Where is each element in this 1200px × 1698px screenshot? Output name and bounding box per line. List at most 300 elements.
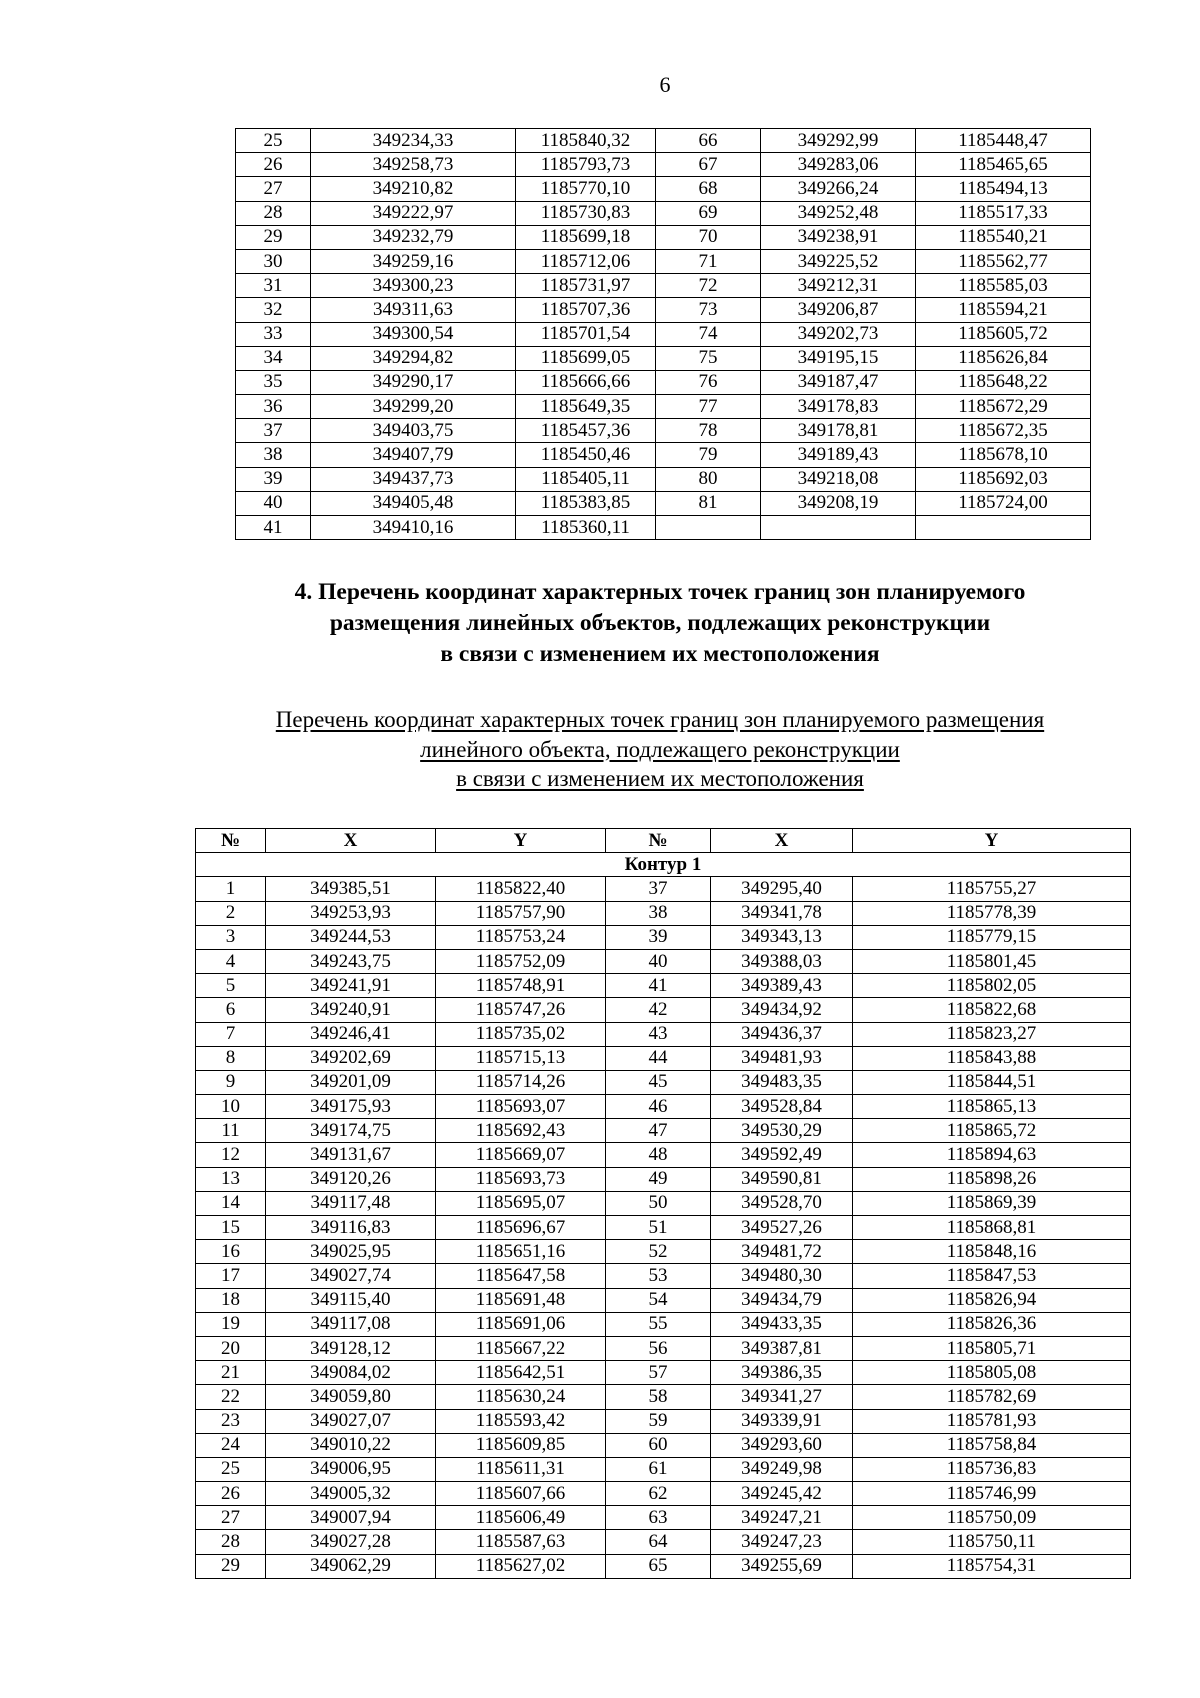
coord-x-cell: 349208,19 [761, 491, 916, 515]
table-row [236, 346, 1091, 370]
coord-y-cell: 1185672,35 [916, 419, 1091, 443]
point-number-cell: 71 [656, 249, 761, 273]
coord-x-cell: 349116,83 [266, 1216, 436, 1240]
coord-x-cell: 349202,73 [761, 322, 916, 346]
coord-x-cell: 349434,92 [711, 998, 853, 1022]
point-number-cell: 15 [196, 1216, 266, 1240]
sub-heading-line: в связи с изменением их местоположения [456, 766, 864, 791]
coord-y-cell: 1185630,24 [436, 1385, 606, 1409]
coord-x-cell: 349174,75 [266, 1119, 436, 1143]
coord-x-cell: 349117,48 [266, 1191, 436, 1215]
coord-x-cell: 349178,81 [761, 419, 916, 443]
point-number-cell: 81 [656, 491, 761, 515]
coord-y-cell: 1185758,84 [853, 1433, 1131, 1457]
table-row [236, 177, 1091, 201]
point-number-cell: 37 [236, 419, 311, 443]
point-number-cell: 69 [656, 201, 761, 225]
coord-y-cell: 1185383,85 [516, 491, 656, 515]
table-row [196, 1530, 1131, 1554]
coord-y-cell: 1185823,27 [853, 1022, 1131, 1046]
coord-x-cell: 349178,83 [761, 395, 916, 419]
coord-y-cell: 1185699,05 [516, 346, 656, 370]
coord-x-cell: 349210,82 [311, 177, 516, 201]
coord-x-cell: 349530,29 [711, 1119, 853, 1143]
table-row [196, 1046, 1131, 1070]
point-number-cell [656, 516, 761, 540]
table-row [196, 1143, 1131, 1167]
coord-y-cell: 1185868,81 [853, 1216, 1131, 1240]
coord-y-cell: 1185606,49 [436, 1506, 606, 1530]
coord-x-cell: 349388,03 [711, 949, 853, 973]
point-number-cell: 40 [606, 949, 711, 973]
coord-x-cell: 349115,40 [266, 1288, 436, 1312]
point-number-cell: 37 [606, 877, 711, 901]
sub-heading [150, 705, 1170, 794]
page-number: 6 [659, 72, 671, 97]
coord-x-cell: 349059,80 [266, 1385, 436, 1409]
point-number-cell: 33 [236, 322, 311, 346]
coord-x-cell: 349084,02 [266, 1361, 436, 1385]
coord-y-cell: 1185585,03 [916, 274, 1091, 298]
coord-y-cell: 1185448,47 [916, 129, 1091, 153]
header-x: X [711, 829, 853, 853]
coord-y-cell: 1185701,54 [516, 322, 656, 346]
coord-x-cell: 349232,79 [311, 225, 516, 249]
contour-label: Контур 1 [196, 853, 1131, 877]
point-number-cell: 14 [196, 1191, 266, 1215]
coord-x-cell: 349175,93 [266, 1095, 436, 1119]
point-number-cell: 29 [196, 1554, 266, 1578]
table-row [196, 1191, 1131, 1215]
point-number-cell: 23 [196, 1409, 266, 1433]
point-number-cell: 63 [606, 1506, 711, 1530]
point-number-cell: 43 [606, 1022, 711, 1046]
coord-x-cell: 349218,08 [761, 467, 916, 491]
header-number: № [196, 829, 266, 853]
sub-heading-line: Перечень координат характерных точек границ зон планируемого размещения [275, 707, 1045, 732]
table-row [196, 901, 1131, 925]
coord-x-cell: 349027,07 [266, 1409, 436, 1433]
point-number-cell: 45 [606, 1070, 711, 1094]
point-number-cell: 50 [606, 1191, 711, 1215]
point-number-cell: 24 [196, 1433, 266, 1457]
coord-x-cell [761, 516, 916, 540]
coord-x-cell: 349385,51 [266, 877, 436, 901]
coord-y-cell: 1185693,07 [436, 1095, 606, 1119]
coord-y-cell: 1185826,36 [853, 1312, 1131, 1336]
coord-x-cell: 349222,97 [311, 201, 516, 225]
table-row [236, 298, 1091, 322]
coord-y-cell: 1185898,26 [853, 1167, 1131, 1191]
table-row [196, 1506, 1131, 1530]
coord-y-cell: 1185647,58 [436, 1264, 606, 1288]
coord-y-cell: 1185651,16 [436, 1240, 606, 1264]
coord-y-cell: 1185714,26 [436, 1070, 606, 1094]
table-row [196, 1554, 1131, 1578]
point-number-cell: 58 [606, 1385, 711, 1409]
coord-y-cell: 1185707,36 [516, 298, 656, 322]
coord-y-cell: 1185691,06 [436, 1312, 606, 1336]
coord-x-cell: 349294,82 [311, 346, 516, 370]
point-number-cell: 44 [606, 1046, 711, 1070]
point-number-cell: 41 [236, 516, 311, 540]
table-row [196, 1409, 1131, 1433]
table-row [236, 467, 1091, 491]
coord-y-cell: 1185754,31 [853, 1554, 1131, 1578]
coord-x-cell: 349295,40 [711, 877, 853, 901]
point-number-cell: 65 [606, 1554, 711, 1578]
coord-y-cell: 1185779,15 [853, 925, 1131, 949]
table-row [236, 153, 1091, 177]
coord-x-cell: 349005,32 [266, 1482, 436, 1506]
point-number-cell: 2 [196, 901, 266, 925]
coord-y-cell: 1185735,02 [436, 1022, 606, 1046]
coord-y-cell: 1185712,06 [516, 249, 656, 273]
coord-x-cell: 349300,23 [311, 274, 516, 298]
point-number-cell: 54 [606, 1288, 711, 1312]
coord-y-cell: 1185562,77 [916, 249, 1091, 273]
point-number-cell: 4 [196, 949, 266, 973]
table-row [196, 949, 1131, 973]
point-number-cell: 11 [196, 1119, 266, 1143]
coord-x-cell: 349238,91 [761, 225, 916, 249]
point-number-cell: 38 [606, 901, 711, 925]
table-row [196, 998, 1131, 1022]
coord-y-cell: 1185517,33 [916, 201, 1091, 225]
header-number: № [606, 829, 711, 853]
coord-x-cell: 349292,99 [761, 129, 916, 153]
table-row [196, 1482, 1131, 1506]
coord-x-cell: 349481,72 [711, 1240, 853, 1264]
coord-x-cell: 349062,29 [266, 1554, 436, 1578]
point-number-cell: 52 [606, 1240, 711, 1264]
coord-x-cell: 349410,16 [311, 516, 516, 540]
coord-x-cell: 349403,75 [311, 419, 516, 443]
point-number-cell: 5 [196, 974, 266, 998]
point-number-cell: 39 [606, 925, 711, 949]
point-number-cell: 17 [196, 1264, 266, 1288]
table-row [196, 1070, 1131, 1094]
coord-y-cell: 1185405,11 [516, 467, 656, 491]
point-number-cell: 56 [606, 1336, 711, 1360]
table-row [196, 974, 1131, 998]
coord-x-cell: 349528,84 [711, 1095, 853, 1119]
point-number-cell: 22 [196, 1385, 266, 1409]
coord-x-cell: 349128,12 [266, 1336, 436, 1360]
point-number-cell: 64 [606, 1530, 711, 1554]
coord-y-cell: 1185865,72 [853, 1119, 1131, 1143]
coord-x-cell: 349010,22 [266, 1433, 436, 1457]
coord-x-cell: 349480,30 [711, 1264, 853, 1288]
coord-y-cell: 1185757,90 [436, 901, 606, 925]
table-row [196, 1119, 1131, 1143]
point-number-cell: 57 [606, 1361, 711, 1385]
point-number-cell: 68 [656, 177, 761, 201]
coord-y-cell: 1185605,72 [916, 322, 1091, 346]
coord-x-cell: 349339,91 [711, 1409, 853, 1433]
point-number-cell: 21 [196, 1361, 266, 1385]
coord-x-cell: 349117,08 [266, 1312, 436, 1336]
coord-x-cell: 349283,06 [761, 153, 916, 177]
coord-y-cell: 1185540,21 [916, 225, 1091, 249]
table-row [196, 1433, 1131, 1457]
coord-y-cell: 1185691,48 [436, 1288, 606, 1312]
coord-y-cell: 1185457,36 [516, 419, 656, 443]
table-row [196, 925, 1131, 949]
point-number-cell: 74 [656, 322, 761, 346]
point-number-cell: 3 [196, 925, 266, 949]
point-number-cell: 66 [656, 129, 761, 153]
coord-y-cell: 1185747,26 [436, 998, 606, 1022]
coord-y-cell: 1185748,91 [436, 974, 606, 998]
point-number-cell: 26 [196, 1482, 266, 1506]
header-y: Y [436, 829, 606, 853]
coord-x-cell: 349299,20 [311, 395, 516, 419]
coord-y-cell: 1185626,84 [916, 346, 1091, 370]
coord-y-cell: 1185778,39 [853, 901, 1131, 925]
point-number-cell: 12 [196, 1143, 266, 1167]
coord-x-cell: 349434,79 [711, 1288, 853, 1312]
point-number-cell: 76 [656, 370, 761, 394]
table-row [196, 877, 1131, 901]
point-number-cell: 31 [236, 274, 311, 298]
coord-x-cell: 349590,81 [711, 1167, 853, 1191]
table-row [196, 1095, 1131, 1119]
coord-x-cell: 349007,94 [266, 1506, 436, 1530]
coord-x-cell: 349387,81 [711, 1336, 853, 1360]
table-row [236, 274, 1091, 298]
coord-y-cell: 1185869,39 [853, 1191, 1131, 1215]
coord-x-cell: 349027,28 [266, 1530, 436, 1554]
point-number-cell: 26 [236, 153, 311, 177]
point-number-cell: 59 [606, 1409, 711, 1433]
point-number-cell: 60 [606, 1433, 711, 1457]
coord-y-cell: 1185755,27 [853, 877, 1131, 901]
table-row [236, 322, 1091, 346]
coord-x-cell: 349266,24 [761, 177, 916, 201]
coord-x-cell: 349405,48 [311, 491, 516, 515]
coord-y-cell: 1185666,66 [516, 370, 656, 394]
table-row [236, 225, 1091, 249]
point-number-cell: 77 [656, 395, 761, 419]
point-number-cell: 8 [196, 1046, 266, 1070]
point-number-cell: 80 [656, 467, 761, 491]
contour-coordinates-table [195, 828, 1131, 1579]
coord-y-cell: 1185360,11 [516, 516, 656, 540]
coord-y-cell: 1185750,11 [853, 1530, 1131, 1554]
point-number-cell: 28 [196, 1530, 266, 1554]
coord-y-cell: 1185494,13 [916, 177, 1091, 201]
coord-y-cell: 1185752,09 [436, 949, 606, 973]
coord-y-cell: 1185649,35 [516, 395, 656, 419]
point-number-cell: 39 [236, 467, 311, 491]
table-row [236, 516, 1091, 540]
coord-y-cell: 1185593,42 [436, 1409, 606, 1433]
table-row [196, 1385, 1131, 1409]
coord-y-cell: 1185695,07 [436, 1191, 606, 1215]
coord-x-cell: 349293,60 [711, 1433, 853, 1457]
point-number-cell: 49 [606, 1167, 711, 1191]
coord-y-cell: 1185782,69 [853, 1385, 1131, 1409]
coord-y-cell: 1185607,66 [436, 1482, 606, 1506]
coord-y-cell: 1185746,99 [853, 1482, 1131, 1506]
point-number-cell: 6 [196, 998, 266, 1022]
coord-y-cell: 1185847,53 [853, 1264, 1131, 1288]
coord-y-cell: 1185844,51 [853, 1070, 1131, 1094]
point-number-cell: 55 [606, 1312, 711, 1336]
coord-x-cell: 349290,17 [311, 370, 516, 394]
coord-x-cell: 349189,43 [761, 443, 916, 467]
coord-x-cell: 349195,15 [761, 346, 916, 370]
coord-y-cell: 1185802,05 [853, 974, 1131, 998]
table-row [236, 395, 1091, 419]
coord-y-cell: 1185865,13 [853, 1095, 1131, 1119]
point-number-cell: 38 [236, 443, 311, 467]
coord-x-cell: 349247,23 [711, 1530, 853, 1554]
coord-x-cell: 349187,47 [761, 370, 916, 394]
coord-y-cell: 1185826,94 [853, 1288, 1131, 1312]
table-row [196, 1264, 1131, 1288]
coord-y-cell: 1185642,51 [436, 1361, 606, 1385]
coordinates-table-body [236, 129, 1091, 540]
coord-y-cell: 1185609,85 [436, 1433, 606, 1457]
point-number-cell: 13 [196, 1167, 266, 1191]
coord-x-cell: 349437,73 [311, 467, 516, 491]
coord-x-cell: 349341,78 [711, 901, 853, 925]
coord-y-cell: 1185693,73 [436, 1167, 606, 1191]
coord-x-cell: 349253,93 [266, 901, 436, 925]
coord-x-cell: 349252,48 [761, 201, 916, 225]
point-number-cell: 47 [606, 1119, 711, 1143]
coord-y-cell: 1185587,63 [436, 1530, 606, 1554]
table-row [236, 249, 1091, 273]
coord-y-cell: 1185843,88 [853, 1046, 1131, 1070]
coord-x-cell: 349212,31 [761, 274, 916, 298]
coord-y-cell: 1185672,29 [916, 395, 1091, 419]
point-number-cell: 46 [606, 1095, 711, 1119]
section-heading [150, 577, 1170, 670]
header-x: X [266, 829, 436, 853]
table-row [236, 443, 1091, 467]
point-number-cell: 35 [236, 370, 311, 394]
coord-y-cell: 1185724,00 [916, 491, 1091, 515]
table-row [236, 491, 1091, 515]
coord-y-cell: 1185465,65 [916, 153, 1091, 177]
point-number-cell: 27 [236, 177, 311, 201]
table-row [196, 1216, 1131, 1240]
point-number-cell: 67 [656, 153, 761, 177]
point-number-cell: 28 [236, 201, 311, 225]
coord-y-cell: 1185736,83 [853, 1457, 1131, 1481]
coord-x-cell: 349243,75 [266, 949, 436, 973]
coord-x-cell: 349386,35 [711, 1361, 853, 1385]
coord-x-cell: 349592,49 [711, 1143, 853, 1167]
coord-x-cell: 349245,42 [711, 1482, 853, 1506]
point-number-cell: 29 [236, 225, 311, 249]
coord-x-cell: 349259,16 [311, 249, 516, 273]
point-number-cell: 73 [656, 298, 761, 322]
coord-x-cell: 349433,35 [711, 1312, 853, 1336]
point-number-cell: 72 [656, 274, 761, 298]
coord-x-cell: 349311,63 [311, 298, 516, 322]
point-number-cell: 18 [196, 1288, 266, 1312]
point-number-cell: 41 [606, 974, 711, 998]
coord-y-cell: 1185667,22 [436, 1336, 606, 1360]
coord-x-cell: 349255,69 [711, 1554, 853, 1578]
coord-y-cell: 1185594,21 [916, 298, 1091, 322]
coord-y-cell: 1185627,02 [436, 1554, 606, 1578]
coord-x-cell: 349202,69 [266, 1046, 436, 1070]
coord-y-cell: 1185822,40 [436, 877, 606, 901]
point-number-cell: 48 [606, 1143, 711, 1167]
coord-x-cell: 349006,95 [266, 1457, 436, 1481]
coord-y-cell: 1185894,63 [853, 1143, 1131, 1167]
coord-x-cell: 349481,93 [711, 1046, 853, 1070]
table-row [196, 1240, 1131, 1264]
section-heading-line: в связи с изменением их местоположения [440, 641, 880, 667]
table-row [196, 1457, 1131, 1481]
table-row [236, 419, 1091, 443]
coord-y-cell: 1185730,83 [516, 201, 656, 225]
coord-x-cell: 349483,35 [711, 1070, 853, 1094]
coord-x-cell: 349249,98 [711, 1457, 853, 1481]
coord-x-cell: 349241,91 [266, 974, 436, 998]
coordinates-table-continued [235, 128, 1091, 540]
coord-y-cell: 1185753,24 [436, 925, 606, 949]
coord-x-cell: 349343,13 [711, 925, 853, 949]
coord-y-cell [916, 516, 1091, 540]
coord-x-cell: 349300,54 [311, 322, 516, 346]
contour-table-body [196, 877, 1131, 1578]
point-number-cell: 36 [236, 395, 311, 419]
table-header-row [196, 829, 1131, 853]
coord-y-cell: 1185450,46 [516, 443, 656, 467]
coord-y-cell: 1185805,08 [853, 1361, 1131, 1385]
point-number-cell: 62 [606, 1482, 711, 1506]
coord-y-cell: 1185699,18 [516, 225, 656, 249]
point-number-cell: 25 [196, 1457, 266, 1481]
point-number-cell: 34 [236, 346, 311, 370]
coord-y-cell: 1185805,71 [853, 1336, 1131, 1360]
coord-x-cell: 349528,70 [711, 1191, 853, 1215]
coord-x-cell: 349206,87 [761, 298, 916, 322]
point-number-cell: 70 [656, 225, 761, 249]
point-number-cell: 16 [196, 1240, 266, 1264]
section-heading-line: размещения линейных объектов, подлежащих реконструкции [329, 610, 991, 636]
coord-y-cell: 1185793,73 [516, 153, 656, 177]
table-row [196, 1312, 1131, 1336]
point-number-cell: 20 [196, 1336, 266, 1360]
point-number-cell: 30 [236, 249, 311, 273]
table-row [196, 1288, 1131, 1312]
point-number-cell: 61 [606, 1457, 711, 1481]
point-number-cell: 19 [196, 1312, 266, 1336]
coord-y-cell: 1185781,93 [853, 1409, 1131, 1433]
point-number-cell: 9 [196, 1070, 266, 1094]
point-number-cell: 10 [196, 1095, 266, 1119]
coord-y-cell: 1185840,32 [516, 129, 656, 153]
table-row [196, 1361, 1131, 1385]
coord-y-cell: 1185611,31 [436, 1457, 606, 1481]
point-number-cell: 53 [606, 1264, 711, 1288]
table-row [236, 129, 1091, 153]
coord-x-cell: 349234,33 [311, 129, 516, 153]
coord-x-cell: 349025,95 [266, 1240, 436, 1264]
coord-x-cell: 349407,79 [311, 443, 516, 467]
coord-x-cell: 349527,26 [711, 1216, 853, 1240]
coord-x-cell: 349120,26 [266, 1167, 436, 1191]
table-row [196, 1167, 1131, 1191]
